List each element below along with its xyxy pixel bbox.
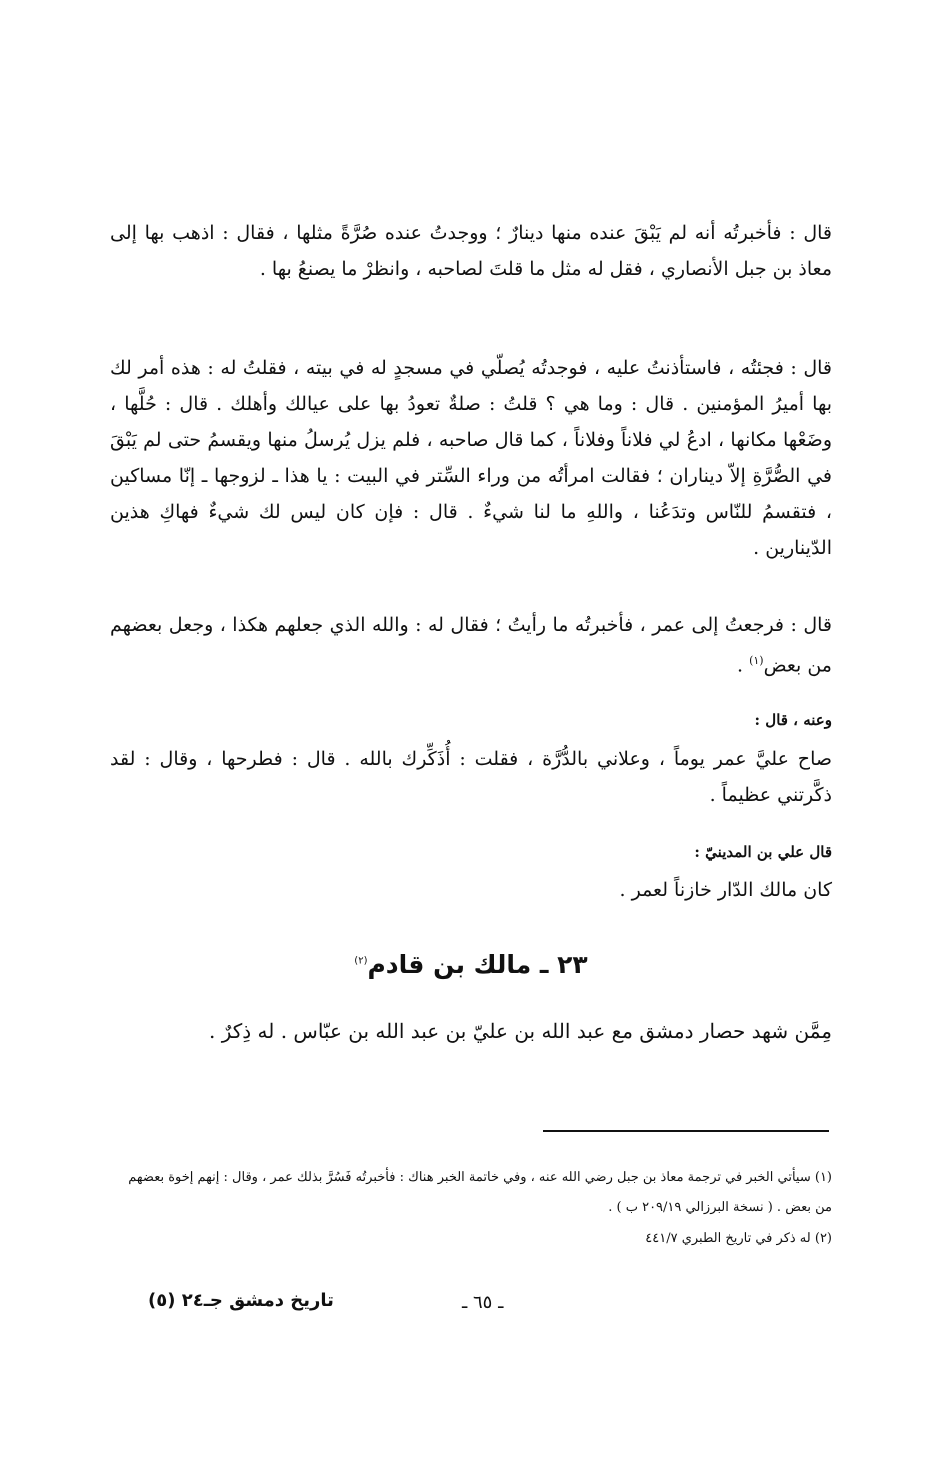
footnote-ref-1[interactable]: (١) xyxy=(749,654,764,667)
paragraph-3 xyxy=(110,607,832,683)
paragraph-3-end: . xyxy=(736,654,750,677)
paragraph-4-text: صاح عليَّ عمر يوماً ، وعلاني بالدُّرَّة ، فقلت : أُذَكِّرك بالله . قال : فطرحها ، وقال : لقد ذكَّرتني عظيماً . xyxy=(110,748,832,806)
footnote-divider xyxy=(543,1130,829,1132)
paragraph-1-text: قال : فأخبرتُه أنه لم يَبْقَ عنده منها دينارٌ ؛ ووجدتُ عنده صُرَّةً مثلها ، فقال : اذهب بها إلى معاذ بن جبل الأنصاري ، فقل له مثل ما قلتَ لصاحبه ، وانظرْ ما يصنعُ بها . xyxy=(110,222,832,280)
paragraph-1 xyxy=(110,215,832,287)
paragraph-4 xyxy=(110,741,832,813)
paragraph-5-text: كان مالك الدّار خازناً لعمر . xyxy=(619,879,832,901)
narration-label-1: وعنه ، قال : xyxy=(754,711,832,729)
entry-heading xyxy=(110,950,832,979)
footer-book-title: تاريخ دمشق جـ٢٤ (٥) xyxy=(148,1290,334,1311)
footnote-2: (٢) له ذكر في تاريخ الطبري ٤٤١/٧ xyxy=(645,1231,832,1246)
paragraph-6 xyxy=(110,1013,832,1049)
paragraph-2 xyxy=(110,350,832,566)
paragraph-3-main: قال : فرجعتُ إلى عمر ، فأخبرتُه ما رأيتُ ؛ فقال له : والله الذي جعلهم هكذا ، وجعل بعضهم من بعض xyxy=(110,614,832,677)
paragraph-3-text xyxy=(110,607,832,683)
paragraph-2-text: قال : فجئتُه ، فاستأذنتُ عليه ، فوجدتُه يُصلّي في مسجدٍ له في بيته ، فقلتُ له : هذه أمر لك بها أميرُ المؤمنين . قال : وما هي ؟ قلتُ : صلةٌ تعودُ بها على عيالك وأهلك . قال : حُلَّها ، وضَعْها مكانها ، ادعُ لي فلاناً وفلاناً ، كما قال صاحبه ، فلم يزل يُرسلُ منها ويقسمُ حتى لم يَبْقَ في الصُّرَّةِ إلاّ ديناران ؛ فقالت امرأتُه من وراء السِّتر في البيت : يا هذا ـ لزوجها ـ إنّا مساكين ، فتقسمُ للنّاس وتدَعُنا ، واللهِ ما لنا شيءٌ . قال : فإن كان ليس لك شيءٌ فهاكِ هذين الدّينارين . xyxy=(110,357,832,559)
paragraph-5 xyxy=(110,872,832,908)
page-number: ـ ٦٥ ـ xyxy=(462,1292,504,1313)
entry-heading-text: ٢٣ ـ مالك بن قادم xyxy=(367,950,588,979)
footnote-ref-2[interactable]: (٢) xyxy=(354,955,368,967)
paragraph-6-text: مِمَّن شهد حصار دمشق مع عبد الله بن عليّ بن عبد الله بن عبّاس . له ذِكرٌ . xyxy=(209,1019,832,1043)
narration-label-2: قال علي بن المدينيّ : xyxy=(694,843,832,861)
footnote-1: (١) سيأتي الخبر في ترجمة معاذ بن جبل رضي الله عنه ، وفي خاتمة الخبر هناك : فأخبرتُه فَسُرَّ بذلك عمر ، وقال : إنهم إخوة بعضهم من بعض . ( نسخة البرزالي ٢٠٩/١٩ ب ) . xyxy=(128,1170,832,1215)
